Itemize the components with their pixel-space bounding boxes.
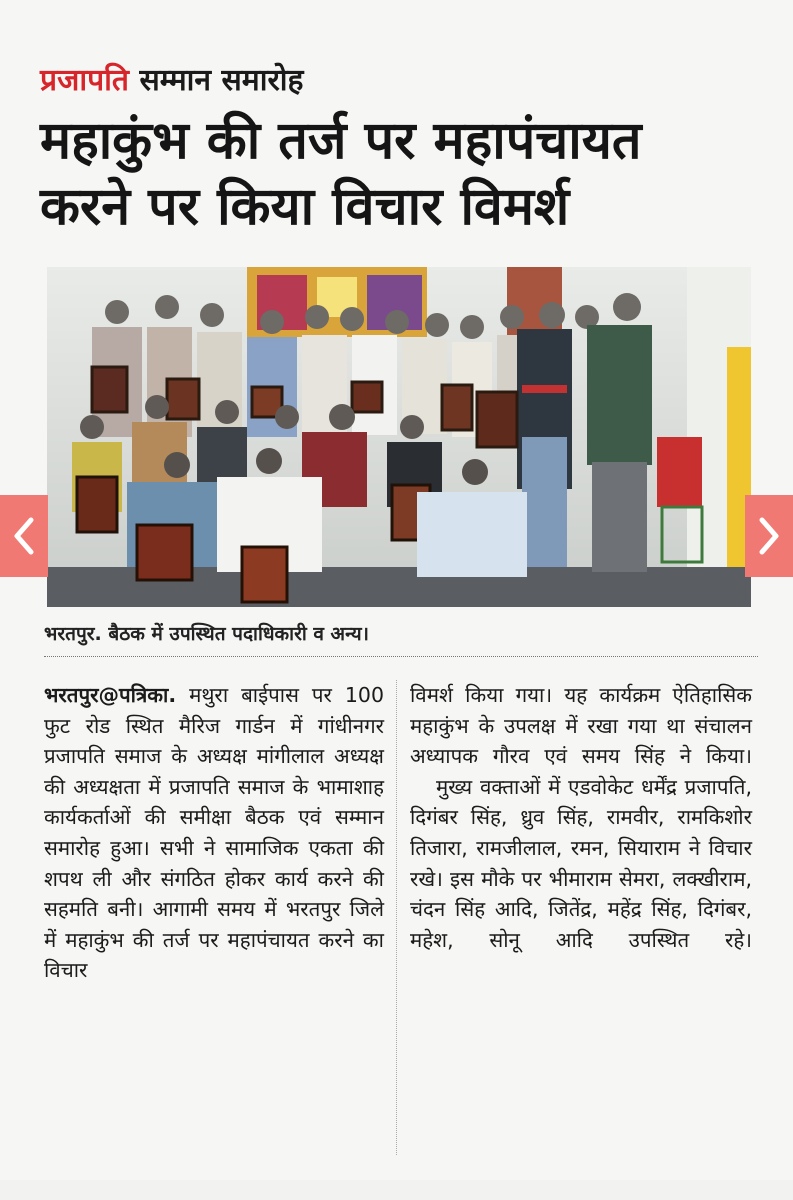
headline-line-2: करने पर किया विचार विमर्श	[40, 177, 570, 237]
column-1-body: मथुरा बाईपास पर 100 फुट रोड स्थित मैरिज गार्डन में गांधीनगर प्रजापति समाज के अध्यक्ष मांगीलाल अध्यक्ष की अध्यक्षता में प्रजापति समाज के भामाशाह कार्यकर्ताओं की समीक्षा बैठक एवं सम्मान समारोह हुआ। सभी ने सामाजिक एकता की शपथ ली और संगठित होकर कार्य करने की सहमति बनी। आगामी समय में भरतपुर जिले में महाकुंभ की तर्ज पर महापंचायत करने का विचार	[44, 683, 384, 983]
column-divider	[396, 680, 397, 1155]
chevron-left-icon	[9, 516, 39, 556]
section-kicker	[40, 58, 303, 99]
next-button[interactable]	[745, 495, 793, 577]
article-column-2	[410, 680, 752, 955]
headline-line-1: महाकुंभ की तर्ज पर महापंचायत	[40, 111, 642, 171]
prev-button[interactable]	[0, 495, 48, 577]
dateline: भरतपुर@पत्रिका.	[44, 683, 177, 707]
column-2-paragraph-2-text: मुख्य वक्ताओं में एडवोकेट धर्मेंद्र प्रजापति, दिगंबर सिंह, ध्रुव सिंह, रामवीर, रामकिशोर तिजारा, रामजीलाल, रमन, सियाराम ने विचार रखे। इस मौके पर भीमाराम सेमरा, लक्खीराम, चंदन सिंह आदि, जितेंद्र, महेंद्र सिंह, दिगंबर, महेश, सोनू आदि उपस्थित रहे।	[410, 774, 752, 952]
column-1-paragraph	[44, 680, 384, 986]
group-photo-illustration	[47, 267, 751, 607]
group-photo	[47, 267, 751, 607]
photo-caption: भरतपुर. बैठक में उपस्थित पदाधिकारी व अन्य।	[44, 623, 369, 645]
headline	[40, 108, 760, 240]
chevron-right-icon	[754, 516, 784, 556]
article-column-1	[44, 680, 384, 986]
column-2-paragraph-1: विमर्श किया गया। यह कार्यक्रम ऐतिहासिक महाकुंभ के उपलक्ष में रखा गया था संचालन अध्यापक गौरव एवं समय सिंह ने किया।	[410, 683, 752, 769]
kicker-highlight: प्रजापति	[40, 63, 130, 98]
caption-divider	[44, 656, 758, 657]
column-2-paragraph-2	[410, 772, 752, 956]
kicker-text: सम्मान समारोह	[139, 63, 304, 98]
